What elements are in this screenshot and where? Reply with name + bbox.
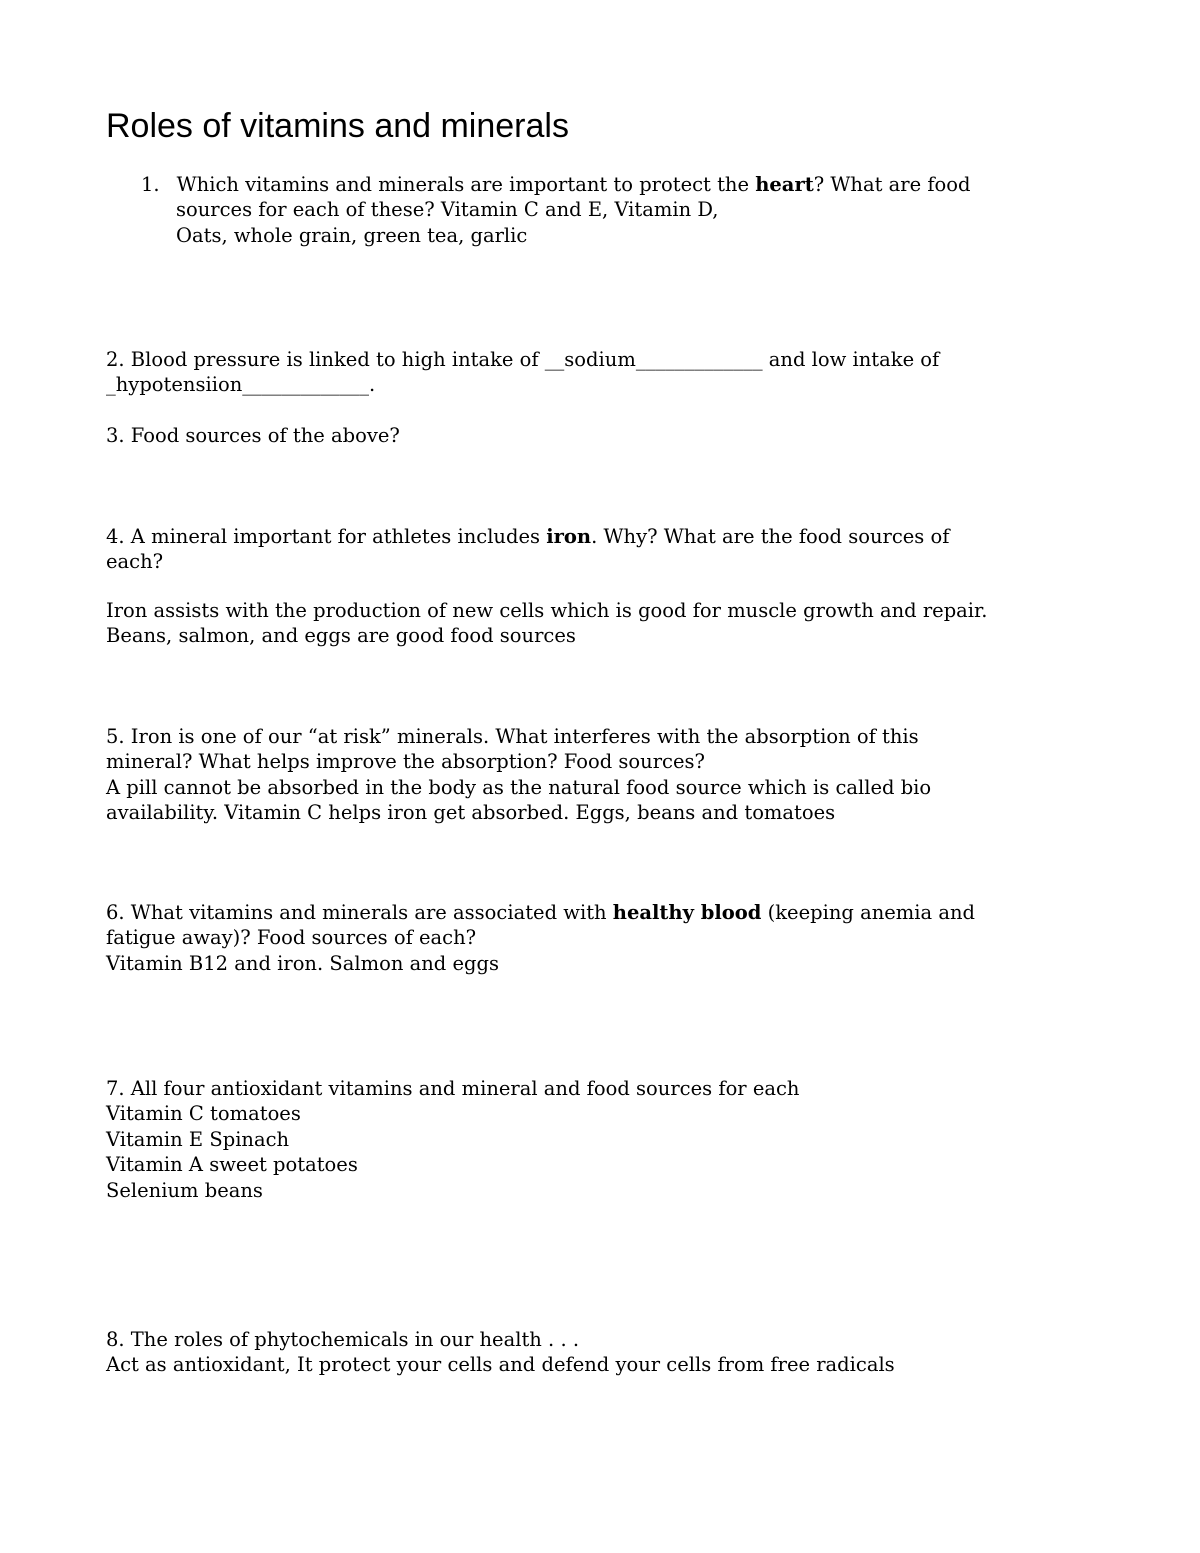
question-2: [106, 347, 1096, 398]
answer-4-line-1: Iron assists with the production of new cells which is good for muscle growth and repair.: [106, 599, 988, 622]
question-8: [106, 1327, 1096, 1378]
question-4-line-2: each?: [106, 550, 164, 574]
question-1: [106, 172, 1096, 248]
question-1-line-3: Oats, whole grain, green tea, garlic: [176, 223, 528, 247]
question-6-text-b: (keeping anemia and: [761, 901, 976, 924]
question-1-line-2: sources for each of these? Vitamin C and E, Vitamin D,: [176, 198, 719, 222]
question-5-line-2: mineral? What helps improve the absorption? Food sources?: [106, 750, 705, 774]
question-6-line-1: [106, 900, 1096, 925]
question-6: [106, 900, 1096, 976]
question-7-line-1: 7. All four antioxidant vitamins and mineral and food sources for each: [106, 1077, 800, 1100]
question-2-line-1: 2. Blood pressure is linked to high intake of __sodium_____________ and low intake of: [106, 348, 940, 371]
question-4-text-b: . Why? What are the food sources of: [591, 525, 950, 548]
question-7: [106, 1076, 1096, 1203]
question-5-line-1: 5. Iron is one of our “at risk” minerals. What interferes with the absorption of this: [106, 725, 919, 748]
question-5: [106, 724, 1096, 826]
question-3: [106, 423, 1096, 448]
question-1-bold-heart: heart: [755, 173, 814, 196]
question-7-item: Vitamin A sweet potatoes: [106, 1153, 358, 1177]
question-7-item: Vitamin E Spinach: [106, 1127, 290, 1151]
question-2-line-2: _hypotensiion_____________.: [106, 373, 376, 397]
question-1-text-b: ? What are food: [813, 173, 971, 196]
answer-4-line-2: Beans, salmon, and eggs are good food sources: [106, 624, 576, 648]
question-5-line-4: availability. Vitamin C helps iron get absorbed. Eggs, beans and tomatoes: [106, 801, 836, 825]
question-8-line-2: Act as antioxidant, It protect your cells and defend your cells from free radicals: [106, 1353, 895, 1377]
question-6-line-2: fatigue away)? Food sources of each?: [106, 926, 477, 950]
question-1-number: 1.: [141, 173, 160, 196]
question-6-bold-healthy-blood: healthy blood: [612, 901, 762, 924]
question-4: [106, 524, 1096, 575]
question-6-text-a: 6. What vitamins and minerals are associated with: [106, 901, 613, 924]
question-4-line-1: [106, 524, 1096, 549]
question-8-line-1: 8. The roles of phytochemicals in our health . . .: [106, 1328, 580, 1351]
question-1-text-a: Which vitamins and minerals are important to protect the: [176, 173, 756, 196]
question-3-line-1: 3. Food sources of the above?: [106, 424, 400, 447]
question-7-item: Vitamin C tomatoes: [106, 1102, 301, 1126]
page-title: Roles of vitamins and minerals: [106, 107, 569, 145]
question-6-line-3: Vitamin B12 and iron. Salmon and eggs: [106, 951, 499, 975]
question-4-text-a: 4. A mineral important for athletes includes: [106, 525, 547, 548]
question-7-item: Selenium beans: [106, 1178, 263, 1202]
answer-4: [106, 598, 1096, 649]
question-5-line-3: A pill cannot be absorbed in the body as the natural food source which is called bio: [106, 775, 932, 799]
question-4-bold-iron: iron: [546, 525, 592, 548]
question-1-line-1: [106, 172, 1096, 197]
